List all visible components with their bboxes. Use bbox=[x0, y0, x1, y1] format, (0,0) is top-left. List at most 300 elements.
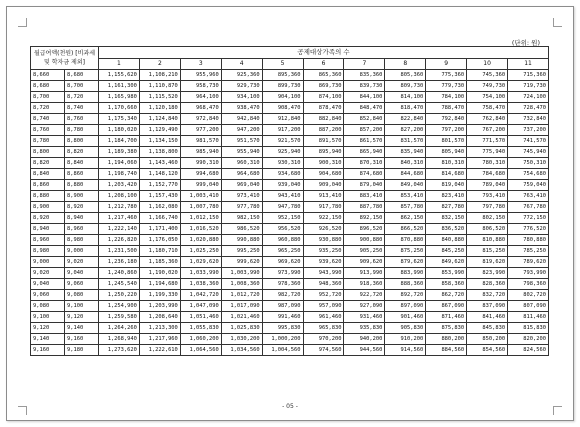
tax-value-cell: 1,180,710 bbox=[139, 246, 180, 257]
tax-value-cell: 857,780 bbox=[385, 202, 426, 213]
tax-value-cell: 871,460 bbox=[426, 312, 467, 323]
income-to-cell: 9,060 bbox=[65, 279, 99, 290]
tax-value-cell: 1,185,360 bbox=[139, 257, 180, 268]
tax-value-cell: 1,222,610 bbox=[139, 345, 180, 356]
page-number: - 05 - bbox=[282, 403, 298, 410]
tax-value-cell: 862,720 bbox=[426, 290, 467, 301]
tax-value-cell: 1,217,460 bbox=[99, 213, 140, 224]
tax-value-cell: 820,200 bbox=[508, 334, 549, 345]
tax-value-cell: 909,040 bbox=[303, 180, 344, 191]
tax-value-cell: 762,840 bbox=[467, 114, 508, 125]
tax-value-cell: 1,060,200 bbox=[180, 334, 221, 345]
tax-value-cell: 921,570 bbox=[262, 136, 303, 147]
tax-value-cell: 1,236,180 bbox=[99, 257, 140, 268]
tax-value-cell: 827,780 bbox=[426, 202, 467, 213]
tax-value-cell: 793,410 bbox=[467, 191, 508, 202]
tax-value-cell: 944,560 bbox=[344, 345, 385, 356]
table-row bbox=[31, 213, 549, 224]
tax-value-cell: 1,203,420 bbox=[99, 180, 140, 191]
tax-value-cell: 947,200 bbox=[221, 125, 262, 136]
tax-value-cell: 905,250 bbox=[344, 246, 385, 257]
tax-value-cell: 926,520 bbox=[303, 224, 344, 235]
tax-value-cell: 948,360 bbox=[303, 279, 344, 290]
table-row bbox=[31, 169, 549, 180]
tax-value-cell: 964,680 bbox=[221, 169, 262, 180]
tax-value-cell: 784,100 bbox=[426, 92, 467, 103]
tax-value-cell: 1,176,050 bbox=[139, 235, 180, 246]
tax-value-cell: 1,208,640 bbox=[139, 312, 180, 323]
tax-value-cell: 832,720 bbox=[467, 290, 508, 301]
tax-value-cell: 853,410 bbox=[385, 191, 426, 202]
tax-value-cell: 870,880 bbox=[385, 235, 426, 246]
tax-value-cell: 805,360 bbox=[385, 70, 426, 81]
tax-value-cell: 1,055,830 bbox=[180, 323, 221, 334]
tax-value-cell: 982,150 bbox=[221, 213, 262, 224]
tax-value-cell: 909,620 bbox=[344, 257, 385, 268]
tax-value-cell: 875,830 bbox=[426, 323, 467, 334]
tax-value-cell: 779,730 bbox=[426, 81, 467, 92]
tax-value-cell: 1,003,990 bbox=[221, 268, 262, 279]
tax-value-cell: 904,680 bbox=[303, 169, 344, 180]
tax-value-cell: 792,840 bbox=[426, 114, 467, 125]
tax-value-cell: 910,200 bbox=[385, 334, 426, 345]
tax-value-cell: 814,100 bbox=[385, 92, 426, 103]
tax-value-cell: 913,990 bbox=[344, 268, 385, 279]
tax-value-cell: 815,250 bbox=[467, 246, 508, 257]
tax-value-cell: 1,226,820 bbox=[99, 235, 140, 246]
tax-value-cell: 978,360 bbox=[262, 279, 303, 290]
tax-value-cell: 724,100 bbox=[508, 92, 549, 103]
income-to-cell: 8,700 bbox=[65, 81, 99, 92]
tax-value-cell: 934,100 bbox=[221, 92, 262, 103]
table-row bbox=[31, 235, 549, 246]
tax-value-cell: 917,200 bbox=[262, 125, 303, 136]
table-row bbox=[31, 92, 549, 103]
tax-table bbox=[30, 46, 549, 356]
income-to-cell: 8,820 bbox=[65, 147, 99, 158]
tax-value-cell: 1,170,660 bbox=[99, 103, 140, 114]
tax-value-cell: 1,165,980 bbox=[99, 92, 140, 103]
tax-value-cell: 1,254,900 bbox=[99, 301, 140, 312]
tax-value-cell: 1,155,620 bbox=[99, 70, 140, 81]
tax-value-cell: 1,199,330 bbox=[139, 290, 180, 301]
tax-value-cell: 990,310 bbox=[180, 158, 221, 169]
tax-value-cell: 970,200 bbox=[303, 334, 344, 345]
tax-value-cell: 772,150 bbox=[508, 213, 549, 224]
tax-value-cell: 1,217,960 bbox=[139, 334, 180, 345]
tax-value-cell: 922,150 bbox=[303, 213, 344, 224]
tax-value-cell: 822,840 bbox=[385, 114, 426, 125]
tax-value-cell: 904,100 bbox=[262, 92, 303, 103]
table-row bbox=[31, 136, 549, 147]
tax-value-cell: 1,245,540 bbox=[99, 279, 140, 290]
tax-value-cell: 854,560 bbox=[467, 345, 508, 356]
tax-value-cell: 750,310 bbox=[508, 158, 549, 169]
tax-value-cell: 1,194,060 bbox=[99, 158, 140, 169]
tax-value-cell: 809,730 bbox=[385, 81, 426, 92]
tax-value-cell: 1,190,020 bbox=[139, 268, 180, 279]
tax-value-cell: 802,720 bbox=[508, 290, 549, 301]
tax-value-cell: 955,960 bbox=[180, 70, 221, 81]
family-count-col-header: 9 bbox=[426, 58, 467, 70]
tax-value-cell: 789,040 bbox=[467, 180, 508, 191]
income-to-cell: 9,180 bbox=[65, 345, 99, 356]
table-row bbox=[31, 268, 549, 279]
tax-value-cell: 775,360 bbox=[426, 70, 467, 81]
income-to-cell: 8,680 bbox=[65, 70, 99, 81]
table-row bbox=[31, 147, 549, 158]
income-from-cell: 9,000 bbox=[31, 257, 65, 268]
tax-value-cell: 862,150 bbox=[385, 213, 426, 224]
income-to-cell: 8,880 bbox=[65, 180, 99, 191]
tax-value-cell: 951,570 bbox=[221, 136, 262, 147]
tax-value-cell: 780,310 bbox=[467, 158, 508, 169]
income-from-cell: 8,820 bbox=[31, 158, 65, 169]
tax-value-cell: 895,940 bbox=[303, 147, 344, 158]
tax-value-cell: 955,940 bbox=[221, 147, 262, 158]
tax-value-cell: 841,460 bbox=[467, 312, 508, 323]
income-from-cell: 8,860 bbox=[31, 180, 65, 191]
income-to-cell: 9,140 bbox=[65, 323, 99, 334]
family-count-col-header: 4 bbox=[221, 58, 262, 70]
income-from-cell: 8,700 bbox=[31, 92, 65, 103]
tax-value-cell: 875,250 bbox=[385, 246, 426, 257]
tax-value-cell: 827,200 bbox=[385, 125, 426, 136]
tax-value-cell: 912,840 bbox=[262, 114, 303, 125]
tax-value-cell: 887,200 bbox=[303, 125, 344, 136]
tax-value-cell: 745,940 bbox=[508, 147, 549, 158]
family-count-header: 공제대상가족의 수 bbox=[99, 47, 549, 59]
tax-value-cell: 1,047,090 bbox=[180, 301, 221, 312]
tax-value-cell: 927,090 bbox=[344, 301, 385, 312]
tax-value-cell: 1,007,780 bbox=[180, 202, 221, 213]
family-count-col-header: 11 bbox=[508, 58, 549, 70]
tax-value-cell: 797,780 bbox=[467, 202, 508, 213]
tax-value-cell: 982,720 bbox=[262, 290, 303, 301]
income-to-cell: 9,120 bbox=[65, 312, 99, 323]
income-from-cell: 8,680 bbox=[31, 81, 65, 92]
tax-value-cell: 819,040 bbox=[426, 180, 467, 191]
unit-label: (단위: 원) bbox=[511, 39, 540, 47]
tax-value-cell: 1,213,300 bbox=[139, 323, 180, 334]
income-from-cell: 8,760 bbox=[31, 125, 65, 136]
tax-value-cell: 775,940 bbox=[467, 147, 508, 158]
table-row bbox=[31, 180, 549, 191]
tax-value-cell: 1,250,220 bbox=[99, 290, 140, 301]
tax-value-cell: 943,990 bbox=[303, 268, 344, 279]
tax-value-cell: 930,880 bbox=[303, 235, 344, 246]
tax-value-cell: 969,620 bbox=[262, 257, 303, 268]
tax-value-cell: 1,025,830 bbox=[221, 323, 262, 334]
income-from-cell: 8,740 bbox=[31, 114, 65, 125]
crop-mark-top-right bbox=[553, 18, 562, 27]
tax-value-cell: 1,115,520 bbox=[139, 92, 180, 103]
tax-value-cell: 931,460 bbox=[344, 312, 385, 323]
tax-value-cell: 938,470 bbox=[221, 103, 262, 114]
income-to-cell: 9,020 bbox=[65, 257, 99, 268]
tax-value-cell: 964,100 bbox=[180, 92, 221, 103]
income-to-cell: 8,740 bbox=[65, 103, 99, 114]
tax-value-cell: 857,200 bbox=[344, 125, 385, 136]
table-row bbox=[31, 191, 549, 202]
tax-value-cell: 874,100 bbox=[303, 92, 344, 103]
tax-value-cell: 918,360 bbox=[344, 279, 385, 290]
tax-value-cell: 832,150 bbox=[426, 213, 467, 224]
tax-value-cell: 965,830 bbox=[303, 323, 344, 334]
income-to-cell: 9,040 bbox=[65, 268, 99, 279]
tax-value-cell: 1,203,990 bbox=[139, 301, 180, 312]
tax-value-cell: 797,200 bbox=[426, 125, 467, 136]
income-from-cell: 9,100 bbox=[31, 312, 65, 323]
tax-value-cell: 754,680 bbox=[508, 169, 549, 180]
tax-value-cell: 758,470 bbox=[467, 103, 508, 114]
tax-value-cell: 1,003,410 bbox=[180, 191, 221, 202]
tax-value-cell: 749,730 bbox=[467, 81, 508, 92]
tax-value-cell: 715,360 bbox=[508, 70, 549, 81]
family-count-col-header: 2 bbox=[139, 58, 180, 70]
table-row bbox=[31, 114, 549, 125]
crop-mark-top-left bbox=[18, 18, 27, 27]
header-row-counts bbox=[31, 58, 549, 70]
tax-value-cell: 892,720 bbox=[385, 290, 426, 301]
tax-value-cell: 853,990 bbox=[426, 268, 467, 279]
tax-value-cell: 763,410 bbox=[508, 191, 549, 202]
tax-value-cell: 947,780 bbox=[262, 202, 303, 213]
tax-value-cell: 1,120,180 bbox=[139, 103, 180, 114]
tax-value-cell: 1,021,460 bbox=[221, 312, 262, 323]
tax-value-cell: 943,410 bbox=[262, 191, 303, 202]
tax-value-cell: 990,880 bbox=[221, 235, 262, 246]
tax-value-cell: 985,940 bbox=[180, 147, 221, 158]
tax-value-cell: 922,720 bbox=[344, 290, 385, 301]
tax-value-cell: 994,680 bbox=[180, 169, 221, 180]
tax-value-cell: 801,570 bbox=[426, 136, 467, 147]
tax-value-cell: 968,470 bbox=[180, 103, 221, 114]
tax-value-cell: 995,250 bbox=[221, 246, 262, 257]
tax-value-cell: 861,570 bbox=[344, 136, 385, 147]
tax-value-cell: 991,460 bbox=[262, 312, 303, 323]
tax-value-cell: 939,040 bbox=[262, 180, 303, 191]
tax-value-cell: 837,090 bbox=[467, 301, 508, 312]
tax-value-cell: 1,198,740 bbox=[99, 169, 140, 180]
tax-value-cell: 814,680 bbox=[426, 169, 467, 180]
tax-value-cell: 1,268,940 bbox=[99, 334, 140, 345]
tax-value-cell: 865,360 bbox=[303, 70, 344, 81]
tax-value-cell: 958,730 bbox=[180, 81, 221, 92]
tax-value-cell: 960,880 bbox=[262, 235, 303, 246]
tax-value-cell: 965,250 bbox=[262, 246, 303, 257]
family-count-col-header: 10 bbox=[467, 58, 508, 70]
tax-value-cell: 754,100 bbox=[467, 92, 508, 103]
income-to-cell: 9,100 bbox=[65, 301, 99, 312]
tax-value-cell: 900,310 bbox=[303, 158, 344, 169]
tax-value-cell: 879,620 bbox=[385, 257, 426, 268]
tax-value-cell: 767,780 bbox=[508, 202, 549, 213]
table-row bbox=[31, 312, 549, 323]
tax-value-cell: 1,051,460 bbox=[180, 312, 221, 323]
tax-value-cell: 957,090 bbox=[303, 301, 344, 312]
tax-value-cell: 865,940 bbox=[344, 147, 385, 158]
tax-value-cell: 1,012,720 bbox=[221, 290, 262, 301]
tax-value-cell: 880,200 bbox=[426, 334, 467, 345]
tax-value-cell: 981,570 bbox=[180, 136, 221, 147]
income-to-cell: 8,860 bbox=[65, 169, 99, 180]
tax-value-cell: 925,360 bbox=[221, 70, 262, 81]
tax-value-cell: 901,460 bbox=[385, 312, 426, 323]
tax-value-cell: 805,940 bbox=[426, 147, 467, 158]
tax-value-cell: 806,520 bbox=[467, 224, 508, 235]
tax-value-cell: 771,570 bbox=[467, 136, 508, 147]
tax-value-cell: 835,940 bbox=[385, 147, 426, 158]
tax-value-cell: 1,175,340 bbox=[99, 114, 140, 125]
tax-value-cell: 1,000,200 bbox=[262, 334, 303, 345]
tax-value-cell: 823,990 bbox=[467, 268, 508, 279]
tax-value-cell: 823,410 bbox=[426, 191, 467, 202]
tax-value-cell: 925,940 bbox=[262, 147, 303, 158]
tax-value-cell: 1,034,560 bbox=[221, 345, 262, 356]
tax-value-cell: 1,020,880 bbox=[180, 235, 221, 246]
tax-value-cell: 831,570 bbox=[385, 136, 426, 147]
tax-value-cell: 1,029,620 bbox=[180, 257, 221, 268]
tax-value-cell: 1,180,020 bbox=[99, 125, 140, 136]
tax-value-cell: 1,064,560 bbox=[180, 345, 221, 356]
tax-value-cell: 869,730 bbox=[303, 81, 344, 92]
tax-value-cell: 934,680 bbox=[262, 169, 303, 180]
tax-value-cell: 1,108,210 bbox=[139, 70, 180, 81]
income-from-cell: 8,940 bbox=[31, 224, 65, 235]
tax-value-cell: 732,840 bbox=[508, 114, 549, 125]
income-from-cell: 9,060 bbox=[31, 290, 65, 301]
tax-value-cell: 1,143,460 bbox=[139, 158, 180, 169]
tax-value-cell: 942,840 bbox=[221, 114, 262, 125]
tax-value-cell: 836,520 bbox=[426, 224, 467, 235]
tax-value-cell: 1,148,120 bbox=[139, 169, 180, 180]
tax-value-cell: 807,090 bbox=[508, 301, 549, 312]
tax-value-cell: 899,730 bbox=[262, 81, 303, 92]
tax-value-cell: 824,560 bbox=[508, 345, 549, 356]
tax-value-cell: 908,470 bbox=[262, 103, 303, 114]
tax-value-cell: 895,360 bbox=[262, 70, 303, 81]
tax-value-cell: 974,560 bbox=[303, 345, 344, 356]
income-range-header: 월급여액(천원) [비과세 및 학자금 제외] bbox=[31, 47, 99, 70]
table-row bbox=[31, 202, 549, 213]
tax-value-cell: 1,184,700 bbox=[99, 136, 140, 147]
tax-value-cell: 987,090 bbox=[262, 301, 303, 312]
income-from-cell: 8,920 bbox=[31, 213, 65, 224]
income-from-cell: 8,780 bbox=[31, 136, 65, 147]
family-count-col-header: 6 bbox=[303, 58, 344, 70]
tax-value-cell: 849,040 bbox=[385, 180, 426, 191]
income-from-cell: 8,980 bbox=[31, 246, 65, 257]
tax-value-cell: 905,830 bbox=[385, 323, 426, 334]
tax-value-cell: 1,231,500 bbox=[99, 246, 140, 257]
tax-value-cell: 767,200 bbox=[467, 125, 508, 136]
tax-value-cell: 810,310 bbox=[426, 158, 467, 169]
income-to-cell: 8,840 bbox=[65, 158, 99, 169]
tax-value-cell: 811,460 bbox=[508, 312, 549, 323]
tax-value-cell: 892,150 bbox=[344, 213, 385, 224]
tax-value-cell: 973,410 bbox=[221, 191, 262, 202]
tax-value-cell: 849,620 bbox=[426, 257, 467, 268]
tax-value-cell: 1,110,870 bbox=[139, 81, 180, 92]
income-from-cell: 8,720 bbox=[31, 103, 65, 114]
table-row bbox=[31, 345, 549, 356]
tax-value-cell: 870,310 bbox=[344, 158, 385, 169]
tax-value-cell: 815,830 bbox=[508, 323, 549, 334]
income-to-cell: 8,900 bbox=[65, 191, 99, 202]
table-row bbox=[31, 257, 549, 268]
tax-value-cell: 972,840 bbox=[180, 114, 221, 125]
tax-value-cell: 1,157,430 bbox=[139, 191, 180, 202]
income-from-cell: 9,160 bbox=[31, 345, 65, 356]
tax-value-cell: 840,880 bbox=[426, 235, 467, 246]
tax-value-cell: 952,150 bbox=[262, 213, 303, 224]
income-to-cell: 8,980 bbox=[65, 235, 99, 246]
tax-value-cell: 1,012,150 bbox=[180, 213, 221, 224]
tax-value-cell: 999,040 bbox=[180, 180, 221, 191]
tax-value-cell: 845,830 bbox=[467, 323, 508, 334]
tax-value-cell: 819,620 bbox=[467, 257, 508, 268]
tax-value-cell: 878,470 bbox=[303, 103, 344, 114]
table-row bbox=[31, 158, 549, 169]
tax-value-cell: 1,194,680 bbox=[139, 279, 180, 290]
tax-value-cell: 939,620 bbox=[303, 257, 344, 268]
table-row bbox=[31, 334, 549, 345]
tax-value-cell: 784,680 bbox=[467, 169, 508, 180]
tax-value-cell: 900,880 bbox=[344, 235, 385, 246]
family-count-col-header: 1 bbox=[99, 58, 140, 70]
tax-value-cell: 845,250 bbox=[426, 246, 467, 257]
tax-value-cell: 940,200 bbox=[344, 334, 385, 345]
tax-value-cell: 887,780 bbox=[344, 202, 385, 213]
tax-value-cell: 1,189,380 bbox=[99, 147, 140, 158]
income-to-cell: 9,160 bbox=[65, 334, 99, 345]
tax-value-cell: 776,520 bbox=[508, 224, 549, 235]
tax-value-cell: 840,310 bbox=[385, 158, 426, 169]
tax-value-cell: 719,730 bbox=[508, 81, 549, 92]
tax-value-cell: 1,038,360 bbox=[180, 279, 221, 290]
income-to-cell: 8,720 bbox=[65, 92, 99, 103]
table-row bbox=[31, 290, 549, 301]
table-row bbox=[31, 301, 549, 312]
tax-value-cell: 913,410 bbox=[303, 191, 344, 202]
tax-value-cell: 741,570 bbox=[508, 136, 549, 147]
family-count-col-header: 7 bbox=[344, 58, 385, 70]
tax-value-cell: 1,273,620 bbox=[99, 345, 140, 356]
tax-value-cell: 828,360 bbox=[467, 279, 508, 290]
tax-value-cell: 879,040 bbox=[344, 180, 385, 191]
family-count-col-header: 8 bbox=[385, 58, 426, 70]
tax-value-cell: 897,090 bbox=[385, 301, 426, 312]
table-row bbox=[31, 125, 549, 136]
tax-value-cell: 866,520 bbox=[385, 224, 426, 235]
income-from-cell: 9,080 bbox=[31, 301, 65, 312]
income-to-cell: 8,960 bbox=[65, 224, 99, 235]
tax-value-cell: 874,680 bbox=[344, 169, 385, 180]
tax-value-cell: 759,040 bbox=[508, 180, 549, 191]
income-from-cell: 8,840 bbox=[31, 169, 65, 180]
tax-value-cell: 1,138,800 bbox=[139, 147, 180, 158]
tax-value-cell: 888,360 bbox=[385, 279, 426, 290]
tax-value-cell: 798,360 bbox=[508, 279, 549, 290]
family-count-col-header: 5 bbox=[262, 58, 303, 70]
income-from-cell: 8,660 bbox=[31, 70, 65, 81]
tax-value-cell: 929,730 bbox=[221, 81, 262, 92]
tax-value-cell: 1,124,840 bbox=[139, 114, 180, 125]
table-row bbox=[31, 246, 549, 257]
tax-value-cell: 858,360 bbox=[426, 279, 467, 290]
tax-value-cell: 1,259,580 bbox=[99, 312, 140, 323]
